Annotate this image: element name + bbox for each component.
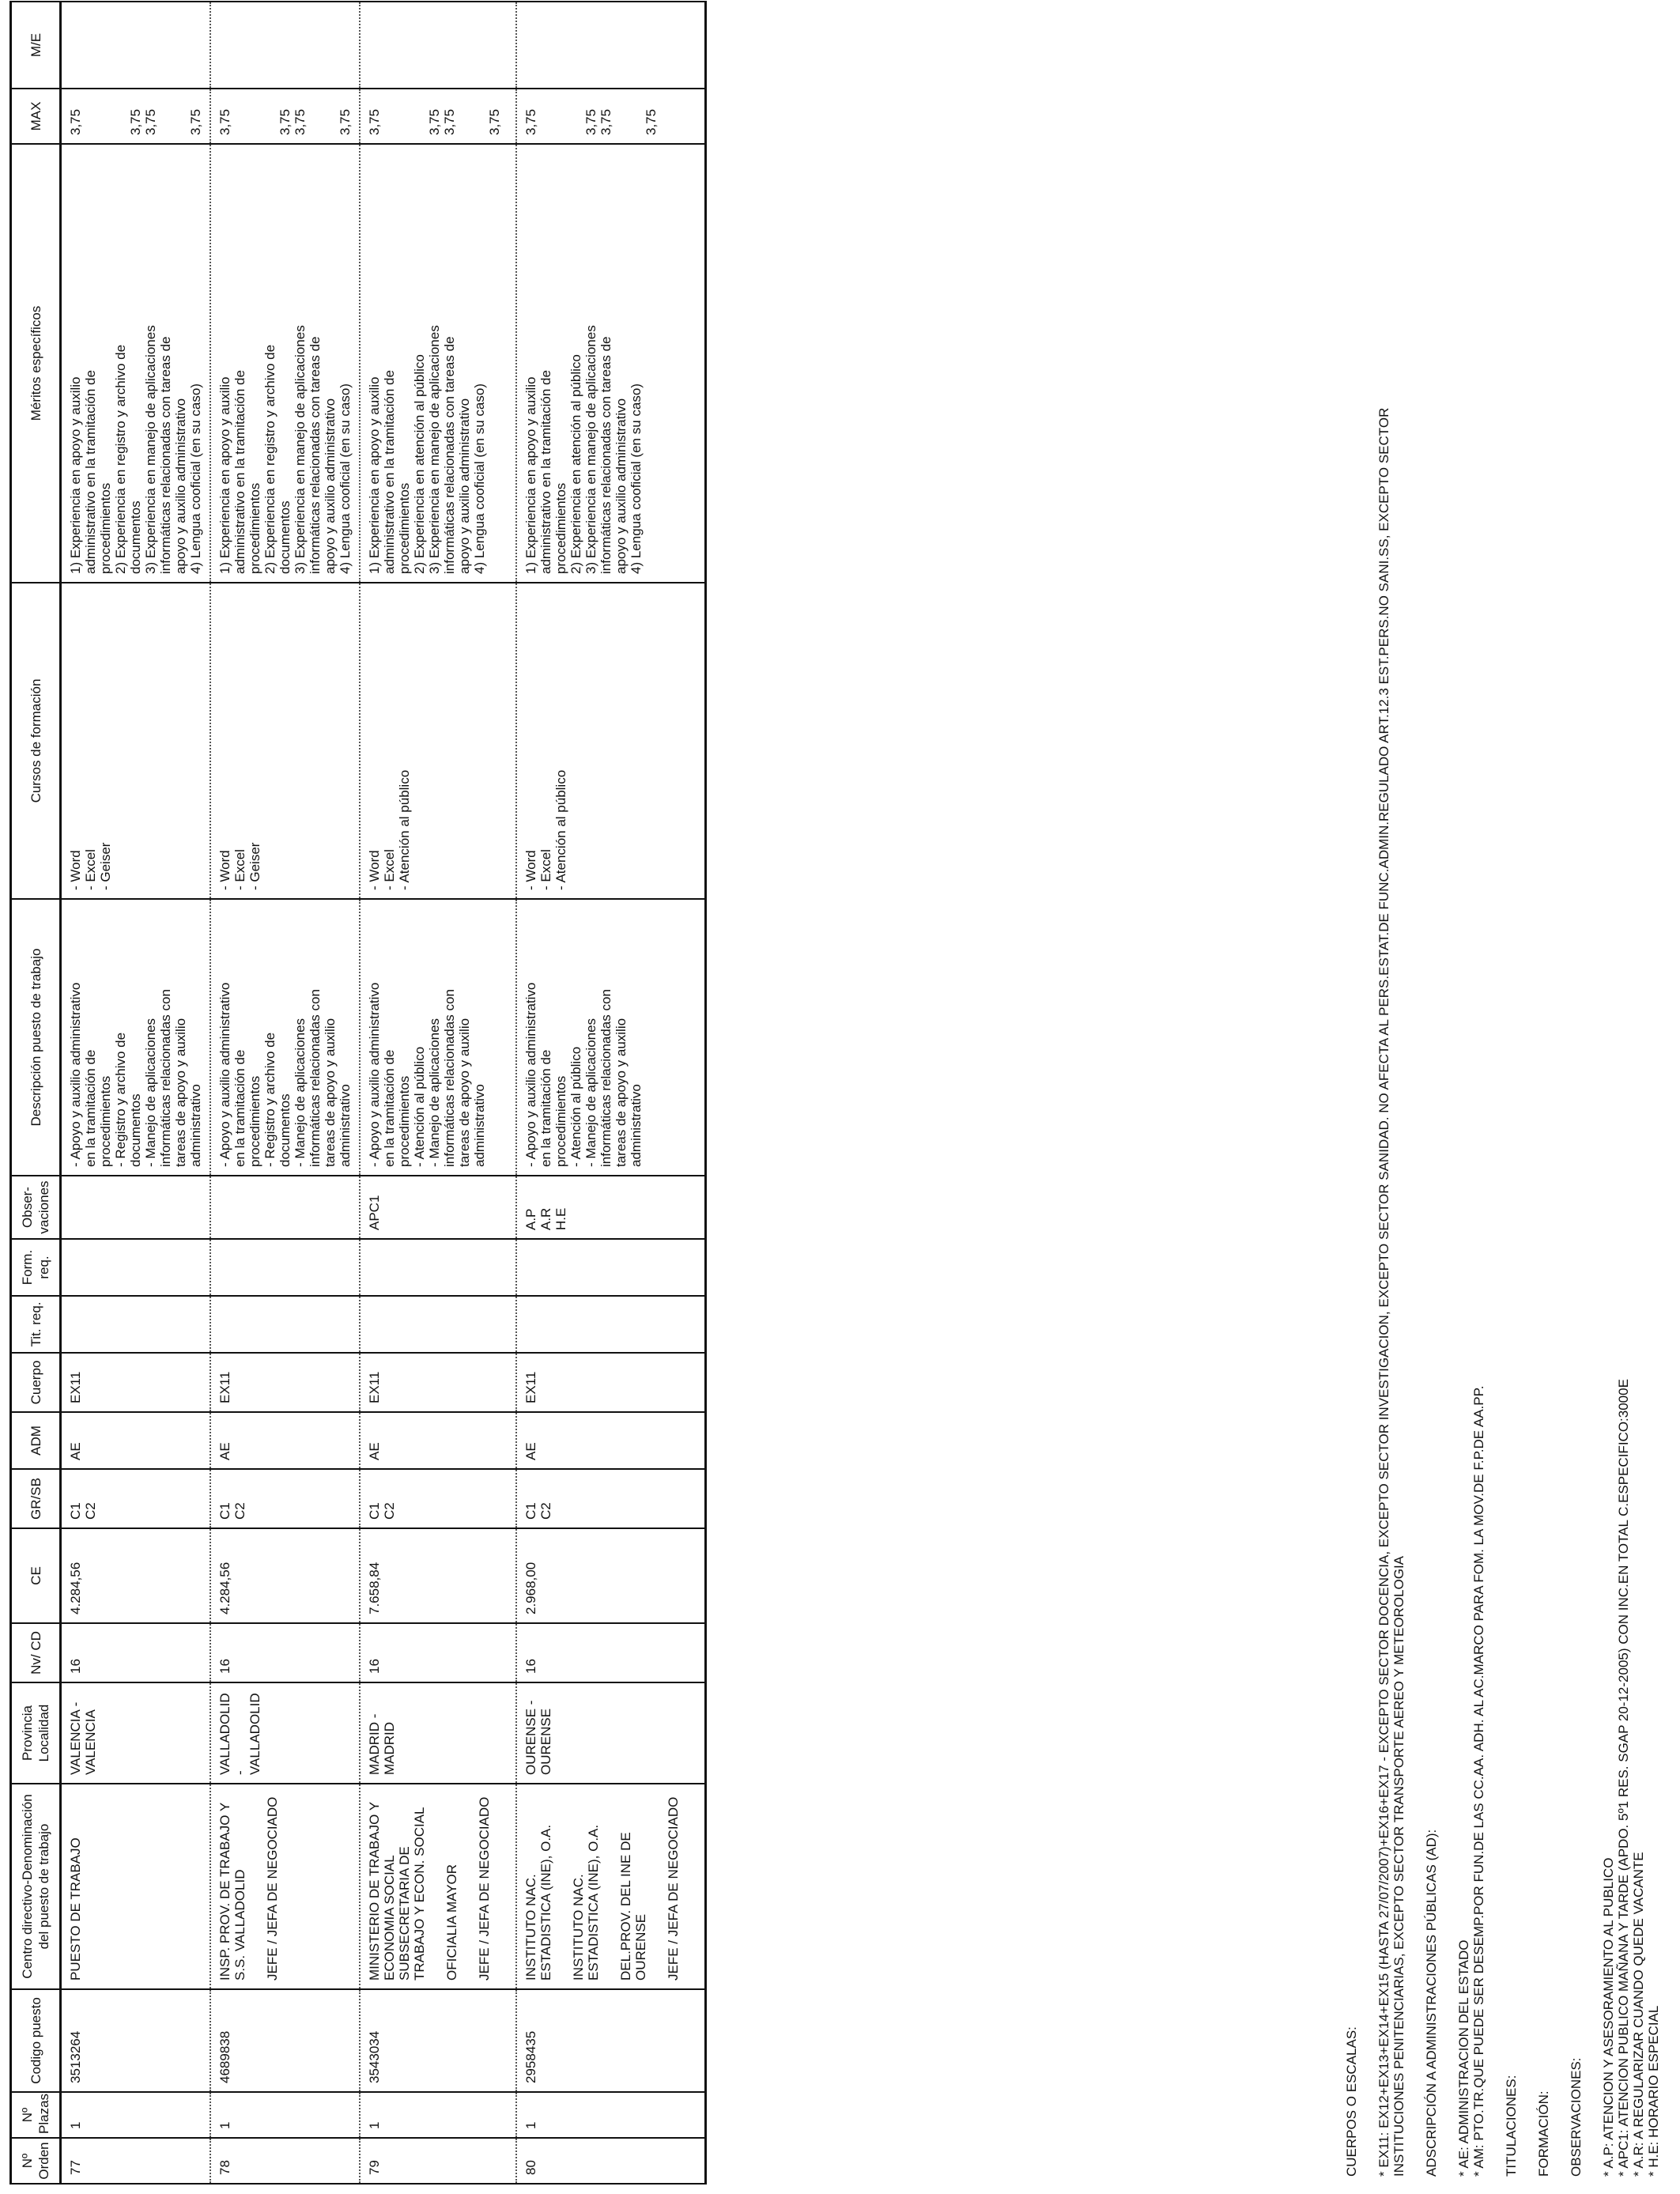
cell-max: 3,75 3,75 3,75 3,75 [210, 89, 360, 144]
header-ce: CE [11, 1528, 61, 1623]
cell-codigo: 3543034 [360, 1989, 516, 2092]
centro-line: JEFE / JEFA DE NEGOCIADO [265, 1796, 280, 1981]
centro-line: INSTITUTO NAC. ESTADISTICA (INE), O.A. [571, 1824, 601, 1981]
cell-meritos: 1) Experiencia en apoyo y auxilio administrativo en la tramitación de procedimientos 2) Experiencia en registro y archivo de documentos 3) Experiencia en manejo de aplicaciones informáticas relacionadas con tareas de apoyo y auxilio administrativo 4) Lengua cooficial (en su caso) [210, 144, 360, 583]
legend-adscripcion [1424, 26, 1486, 2177]
legend-obs-ar: * A.R: A REGULARIZAR CUANDO QUEDE VACANTE [1631, 1852, 1646, 2177]
header-meritos: Méritos específicos [11, 144, 61, 583]
legend-formacion [1536, 26, 1551, 2177]
centro-line: JEFE / JEFA DE NEGOCIADO [666, 1796, 681, 1981]
centro-line: PUESTO DE TRABAJO [68, 1837, 83, 1981]
cell-cursos: - Word - Excel - Atención al público [360, 583, 516, 899]
header-centro: Centro directivo-Denominación del puesto de trabajo [11, 1784, 61, 1989]
centro-line: MINISTERIO DE TRABAJO Y ECONOMIA SOCIAL SUBSECRETARIA DE TRABAJO Y ECON. SOCIAL [367, 1802, 427, 1981]
cell-provincia: OURENSE - OURENSE [516, 1682, 706, 1784]
cell-me [61, 2, 211, 89]
cell-ce: 4.284,56 [210, 1528, 360, 1623]
legend-obs-ap: * A.P: ATENCION Y ASESORAMIENTO AL PUBLICO [1601, 1857, 1616, 2177]
cell-me [360, 2, 516, 89]
legend-observaciones-title: OBSERVACIONES: [1569, 2057, 1584, 2177]
centro-line: INSTITUTO NAC. ESTADISTICA (INE), O.A. [523, 1824, 553, 1981]
cell-cursos: - Word - Excel - Geiser [210, 583, 360, 899]
cell-centro [360, 1784, 516, 1989]
cell-provincia: MADRID - MADRID [360, 1682, 516, 1784]
cell-ce: 4.284,56 [61, 1528, 211, 1623]
cell-provincia: VALENCIA - VALENCIA [61, 1682, 211, 1784]
legend [1344, 26, 1678, 2177]
legend-observaciones [1569, 26, 1661, 2177]
cell-adm: AE [210, 1412, 360, 1469]
legend-adscripcion-title: ADSCRIPCIÓN A ADMINISTRACIONES PÚBLICAS (AD): [1424, 1829, 1439, 2177]
header-nivel: Nv/ CD [11, 1623, 61, 1682]
cell-codigo: 3513264 [61, 1989, 211, 2092]
header-formacion: Form. req. [11, 1239, 61, 1296]
cell-orden: 77 [61, 2138, 211, 2184]
cell-grupo: C1 C2 [210, 1469, 360, 1528]
header-grupo: GR/SB [11, 1469, 61, 1528]
positions-table [9, 1, 707, 2185]
cell-formacion [360, 1239, 516, 1296]
table-row [516, 2, 706, 2184]
header-cursos: Cursos de formación [11, 583, 61, 899]
cell-cursos: - Word - Excel - Geiser [61, 583, 211, 899]
cell-max: 3,75 3,75 3,75 3,75 [61, 89, 211, 144]
cell-nivel: 16 [61, 1623, 211, 1682]
cell-formacion [61, 1239, 211, 1296]
cell-descripcion: - Apoyo y auxilio administrativo en la tramitación de procedimientos - Atención al público - Manejo de aplicaciones informáticas relacionadas con tareas de apoyo y auxilio administrativo [516, 899, 706, 1176]
cell-me [516, 2, 706, 89]
table-header-row [11, 2, 61, 2184]
cell-adm: AE [61, 1412, 211, 1469]
cell-meritos: 1) Experiencia en apoyo y auxilio administrativo en la tramitación de procedimientos 2) Experiencia en atención al público 3) Experiencia en manejo de aplicaciones informáticas relacionadas con tareas de apoyo y auxilio administrativo 4) Lengua cooficial (en su caso) [360, 144, 516, 583]
cell-titulacion [516, 1296, 706, 1353]
cell-descripcion: - Apoyo y auxilio administrativo en la tramitación de procedimientos - Registro y archivo de documentos - Manejo de aplicaciones informáticas relacionadas con tareas de apoyo y auxilio administrativo [61, 899, 211, 1176]
cell-provincia: VALLADOLID - VALLADOLID [210, 1682, 360, 1784]
table-row [210, 2, 360, 2184]
legend-titulaciones [1504, 26, 1519, 2177]
table-row [61, 2, 211, 2184]
cell-titulacion [61, 1296, 211, 1353]
legend-cuerpos-title: CUERPOS O ESCALAS: [1344, 2026, 1359, 2177]
cell-max: 3,75 3,75 3,75 3,75 [516, 89, 706, 144]
cell-centro [516, 1784, 706, 1989]
header-max: MAX [11, 89, 61, 144]
cell-observaciones: APC1 [360, 1176, 516, 1239]
header-orden: Nº Orden [11, 2138, 61, 2184]
cell-cuerpo: EX11 [360, 1353, 516, 1412]
cell-codigo: 2958435 [516, 1989, 706, 2092]
centro-line: OFICIALIA MAYOR [444, 1864, 459, 1981]
cell-cuerpo: EX11 [61, 1353, 211, 1412]
cell-titulacion [210, 1296, 360, 1353]
table-row [360, 2, 516, 2184]
cell-plazas: 1 [516, 2092, 706, 2138]
cell-adm: AE [516, 1412, 706, 1469]
cell-observaciones [61, 1176, 211, 1239]
centro-line: INSP. PROV. DE TRABAJO Y S.S. VALLADOLID [217, 1803, 247, 1981]
table-body [61, 2, 706, 2184]
cell-grupo: C1 C2 [61, 1469, 211, 1528]
cell-formacion [210, 1239, 360, 1296]
cell-plazas: 1 [210, 2092, 360, 2138]
cell-grupo: C1 C2 [516, 1469, 706, 1528]
legend-cuerpos-line2: INSTITUCIONES PENITENCIARIAS, EXCEPTO SECTOR TRANSPORTE AEREO Y METEOROLOGIA [1391, 1555, 1406, 2177]
legend-obs-apc1: * APC1: ATENCION PUBLICO MAÑANA Y TARDE (APDO. 5º1 RES. SGAP 20-12-2005) CON INC.EN TOTAL C.ESPECIFICO:3000E [1616, 1379, 1631, 2177]
cell-orden: 80 [516, 2138, 706, 2184]
legend-cuerpos-line1: * EX11: EX12+EX13+EX14+EX15 (HASTA 27/07/2007)+EX16+EX17 - EXCEPTO SECTOR DOCENCIA, EXCEPTO SECTOR INVESTIGACION, EXCEPTO SECTOR SANIDAD. NO AFECTA AL PERS.ESTAT.DE FUNC.ADMIN.REGULADO ART.12.3 EST.PERS.NO SANI.SS, EXCEPTO SECTOR [1376, 407, 1391, 2177]
cell-ce: 7.658,84 [360, 1528, 516, 1623]
header-observaciones: Obser-vaciones [11, 1176, 61, 1239]
cell-cuerpo: EX11 [516, 1353, 706, 1412]
cell-observaciones [210, 1176, 360, 1239]
header-cuerpo: Cuerpo [11, 1353, 61, 1412]
cell-nivel: 16 [516, 1623, 706, 1682]
cell-me [210, 2, 360, 89]
header-me: M/E [11, 2, 61, 89]
legend-am: * AM: PTO.TR.QUE PUEDE SER DESEMP.POR FUN.DE LAS CC.AA. ADH. AL AC.MARCO PARA FOM. LA MOV.DE F.P.DE AA.PP. [1471, 1385, 1486, 2177]
cell-observaciones: A.P A.R H.E [516, 1176, 706, 1239]
legend-cuerpos [1344, 26, 1406, 2177]
header-adm: ADM [11, 1412, 61, 1469]
cell-descripcion: - Apoyo y auxilio administrativo en la tramitación de procedimientos - Atención al público - Manejo de aplicaciones informáticas relacionadas con tareas de apoyo y auxilio administrativo [360, 899, 516, 1176]
centro-line: DEL.PROV. DEL INE DE OURENSE [618, 1832, 648, 1981]
header-plazas: Nº Plazas [11, 2092, 61, 2138]
cell-plazas: 1 [61, 2092, 211, 2138]
header-provincia: Provincia Localidad [11, 1682, 61, 1784]
cell-max: 3,75 3,75 3,75 3,75 [360, 89, 516, 144]
cell-meritos: 1) Experiencia en apoyo y auxilio administrativo en la tramitación de procedimientos 2) Experiencia en atención al público 3) Experiencia en manejo de aplicaciones informáticas relacionadas con tareas de apoyo y auxilio administrativo 4) Lengua cooficial (en su caso) [516, 144, 706, 583]
cell-orden: 79 [360, 2138, 516, 2184]
cell-plazas: 1 [360, 2092, 516, 2138]
cell-centro [61, 1784, 211, 1989]
legend-titulaciones-title: TITULACIONES: [1504, 2075, 1519, 2177]
cell-adm: AE [360, 1412, 516, 1469]
cell-codigo: 4689838 [210, 1989, 360, 2092]
cell-formacion [516, 1239, 706, 1296]
cell-cuerpo: EX11 [210, 1353, 360, 1412]
cell-descripcion: - Apoyo y auxilio administrativo en la tramitación de procedimientos - Registro y archivo de documentos - Manejo de aplicaciones informáticas relacionadas con tareas de apoyo y auxilio administrativo [210, 899, 360, 1176]
cell-ce: 2.968,00 [516, 1528, 706, 1623]
legend-formacion-title: FORMACIÓN: [1536, 2090, 1551, 2177]
cell-nivel: 16 [210, 1623, 360, 1682]
cell-grupo: C1 C2 [360, 1469, 516, 1528]
cell-meritos: 1) Experiencia en apoyo y auxilio administrativo en la tramitación de procedimientos 2) Experiencia en registro y archivo de documentos 3) Experiencia en manejo de aplicaciones informáticas relacionadas con tareas de apoyo y auxilio administrativo 4) Lengua cooficial (en su caso) [61, 144, 211, 583]
cell-cursos: - Word - Excel - Atención al público [516, 583, 706, 899]
cell-centro [210, 1784, 360, 1989]
legend-ae: * AE: ADMINISTRACION DEL ESTADO [1456, 1939, 1471, 2177]
header-titulacion: Tit. req. [11, 1296, 61, 1353]
centro-line: JEFE / JEFA DE NEGOCIADO [477, 1796, 492, 1981]
cell-titulacion [360, 1296, 516, 1353]
cell-nivel: 16 [360, 1623, 516, 1682]
header-codigo: Codigo puesto [11, 1989, 61, 2092]
legend-obs-he: * H.E: HORARIO ESPECIAL [1646, 2005, 1661, 2177]
header-descripcion: Descripción puesto de trabajo [11, 899, 61, 1176]
cell-orden: 78 [210, 2138, 360, 2184]
